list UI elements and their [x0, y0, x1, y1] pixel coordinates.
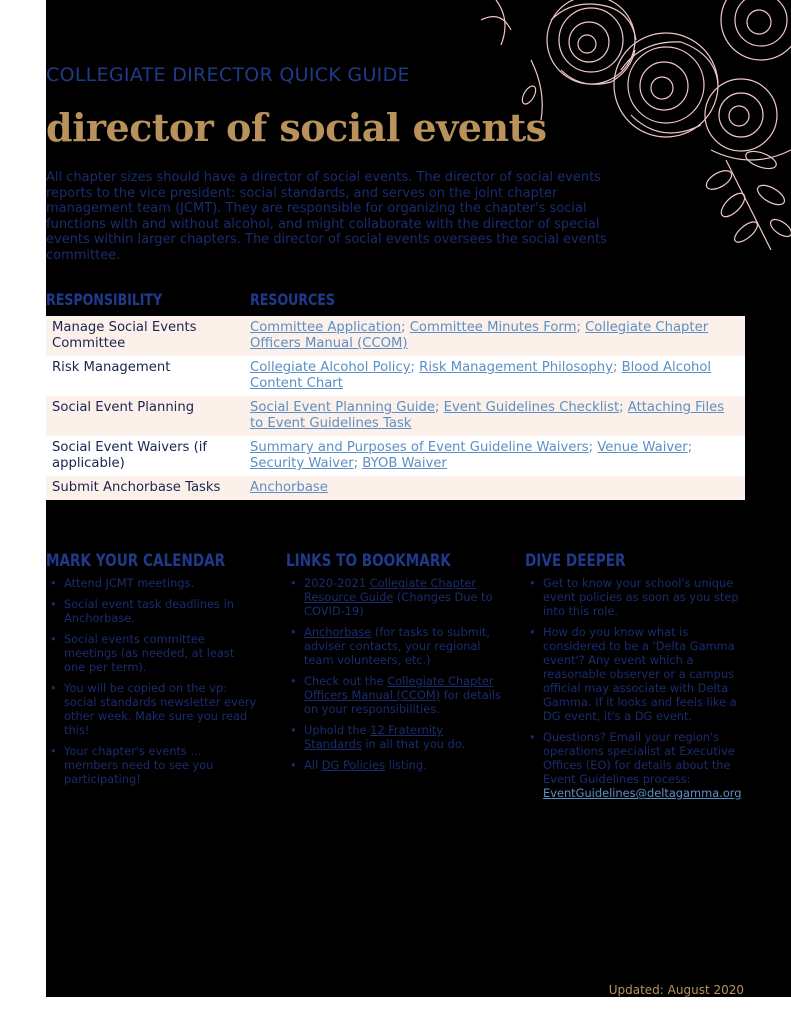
- resources-cell: Summary and Purposes of Event Guideline Waivers; Venue Waiver; Security Waiver; BYOB Waiver: [250, 440, 693, 471]
- list-item: • You will be copied on the vp: social standards newsletter every other week. Make sure you read this!: [46, 681, 258, 737]
- list-item: • Uphold the 12 Fraternity Standards in all that you do.: [286, 723, 504, 751]
- table-row: [46, 476, 745, 500]
- resource-link[interactable]: Committee Application: [250, 320, 402, 335]
- resources-header: RESOURCES: [250, 290, 335, 309]
- bookmark-link[interactable]: 12 Fraternity Standards: [304, 723, 444, 751]
- responsibility-cell: Risk Management: [52, 360, 171, 375]
- updated-date: Updated: August 2020: [608, 983, 744, 997]
- resource-link[interactable]: Blood Alcohol Content Chart: [250, 360, 712, 391]
- bookmark-link[interactable]: Collegiate Chapter Officers Manual (CCOM): [304, 674, 494, 702]
- intro-paragraph: All chapter sizes should have a director of social events. The director of social events reports to the vice president: social standards, and serves on the joint chapter management team (JCMT). They are responsible for organizing the chapter's social functions with and without alcohol, and might collaborate with the director of special events within larger chapters. The director of social events oversees the social events committee.: [46, 170, 607, 263]
- table-row: [46, 356, 745, 396]
- table-row: [46, 316, 745, 356]
- list-item: • Your chapter's events ... members need to see you participating!: [46, 744, 258, 786]
- bookmark-link[interactable]: Anchorbase: [304, 625, 372, 639]
- list-item: • Get to know your school's unique event policies as soon as you step into this role.: [525, 576, 747, 618]
- list-item: • Social event task deadlines in Anchorbase.: [46, 597, 258, 625]
- resource-link[interactable]: Committee Minutes Form: [409, 320, 577, 335]
- dive-deeper-heading: DIVE DEEPER: [525, 551, 626, 571]
- responsibility-cell: Manage Social Events Committee: [52, 320, 197, 351]
- page-title: director of social events: [46, 105, 547, 150]
- resource-link[interactable]: Attaching Files to Event Guidelines Task: [250, 400, 725, 431]
- list-item: • How do you know what is considered to be a 'Delta Gamma event'? Any event which a reasonable observer or a campus official may associate with Delta Gamma. If it looks and feels like a DG event, it's a DG event.: [525, 625, 747, 723]
- resources-cell: [244, 476, 745, 500]
- resource-link[interactable]: Summary and Purposes of Event Guideline Waivers: [250, 440, 589, 455]
- guide-title: COLLEGIATE DIRECTOR QUICK GUIDE: [46, 64, 410, 86]
- responsibility-table: [46, 316, 745, 500]
- responsibility-cell: Social Event Waivers (if applicable): [52, 440, 208, 471]
- bookmarks-list: [286, 576, 504, 779]
- calendar-list: [46, 576, 258, 793]
- list-item: • Anchorbase (for tasks to submit, adviser contacts, your regional team volunteers, etc.): [286, 625, 504, 667]
- resources-cell: Collegiate Alcohol Policy; Risk Management Philosophy; Blood Alcohol Content Chart: [250, 360, 712, 391]
- dive-deeper-list: [525, 576, 747, 807]
- list-item: • All DG Policies listing.: [286, 758, 504, 772]
- email-link[interactable]: EventGuidelines@deltagamma.org: [543, 786, 742, 800]
- calendar-heading: MARK YOUR CALENDAR: [46, 551, 226, 571]
- resource-link[interactable]: Risk Management Philosophy: [419, 360, 613, 375]
- bookmark-link[interactable]: DG Policies: [321, 758, 386, 772]
- guide-page: [46, 0, 791, 997]
- table-row: [46, 436, 745, 476]
- list-item: • Check out the Collegiate Chapter Officers Manual (CCOM) for details on your responsibilities.: [286, 674, 504, 716]
- responsibility-cell: Submit Anchorbase Tasks: [52, 480, 221, 495]
- resource-link[interactable]: Collegiate Alcohol Policy: [250, 360, 411, 375]
- list-item: • Questions? Email your region's operations specialist at Executive Offices (EO) for details about the Event Guidelines process: EventGuidelines@deltagamma.org: [525, 730, 747, 800]
- list-item: • 2020-2021 Collegiate Chapter Resource Guide (Changes Due to COVID-19): [286, 576, 504, 618]
- resource-link[interactable]: Venue Waiver: [597, 440, 688, 455]
- bookmark-link[interactable]: Collegiate Chapter Resource Guide: [304, 576, 476, 604]
- table-row: [46, 396, 745, 436]
- responsibility-header: RESPONSIBILITY: [46, 290, 162, 309]
- responsibility-cell: Social Event Planning: [52, 400, 195, 415]
- resources-cell: Committee Application; Committee Minutes Form; Collegiate Chapter Officers Manual (CCOM): [250, 320, 709, 351]
- list-item: • Social events committee meetings (as needed, at least one per term).: [46, 632, 258, 674]
- list-item: • Attend JCMT meetings.: [46, 576, 258, 590]
- resource-link[interactable]: BYOB Waiver: [362, 456, 447, 471]
- resources-cell: Social Event Planning Guide; Event Guidelines Checklist; Attaching Files to Event Guidelines Task: [250, 400, 725, 431]
- resource-link[interactable]: Collegiate Chapter Officers Manual (CCOM): [250, 320, 709, 351]
- resource-link[interactable]: Event Guidelines Checklist: [443, 400, 620, 415]
- resource-link[interactable]: Social Event Planning Guide: [250, 400, 435, 415]
- resource-link[interactable]: Security Waiver: [250, 456, 354, 471]
- bookmarks-heading: LINKS TO BOOKMARK: [286, 551, 451, 571]
- resource-link[interactable]: Anchorbase: [250, 480, 328, 495]
